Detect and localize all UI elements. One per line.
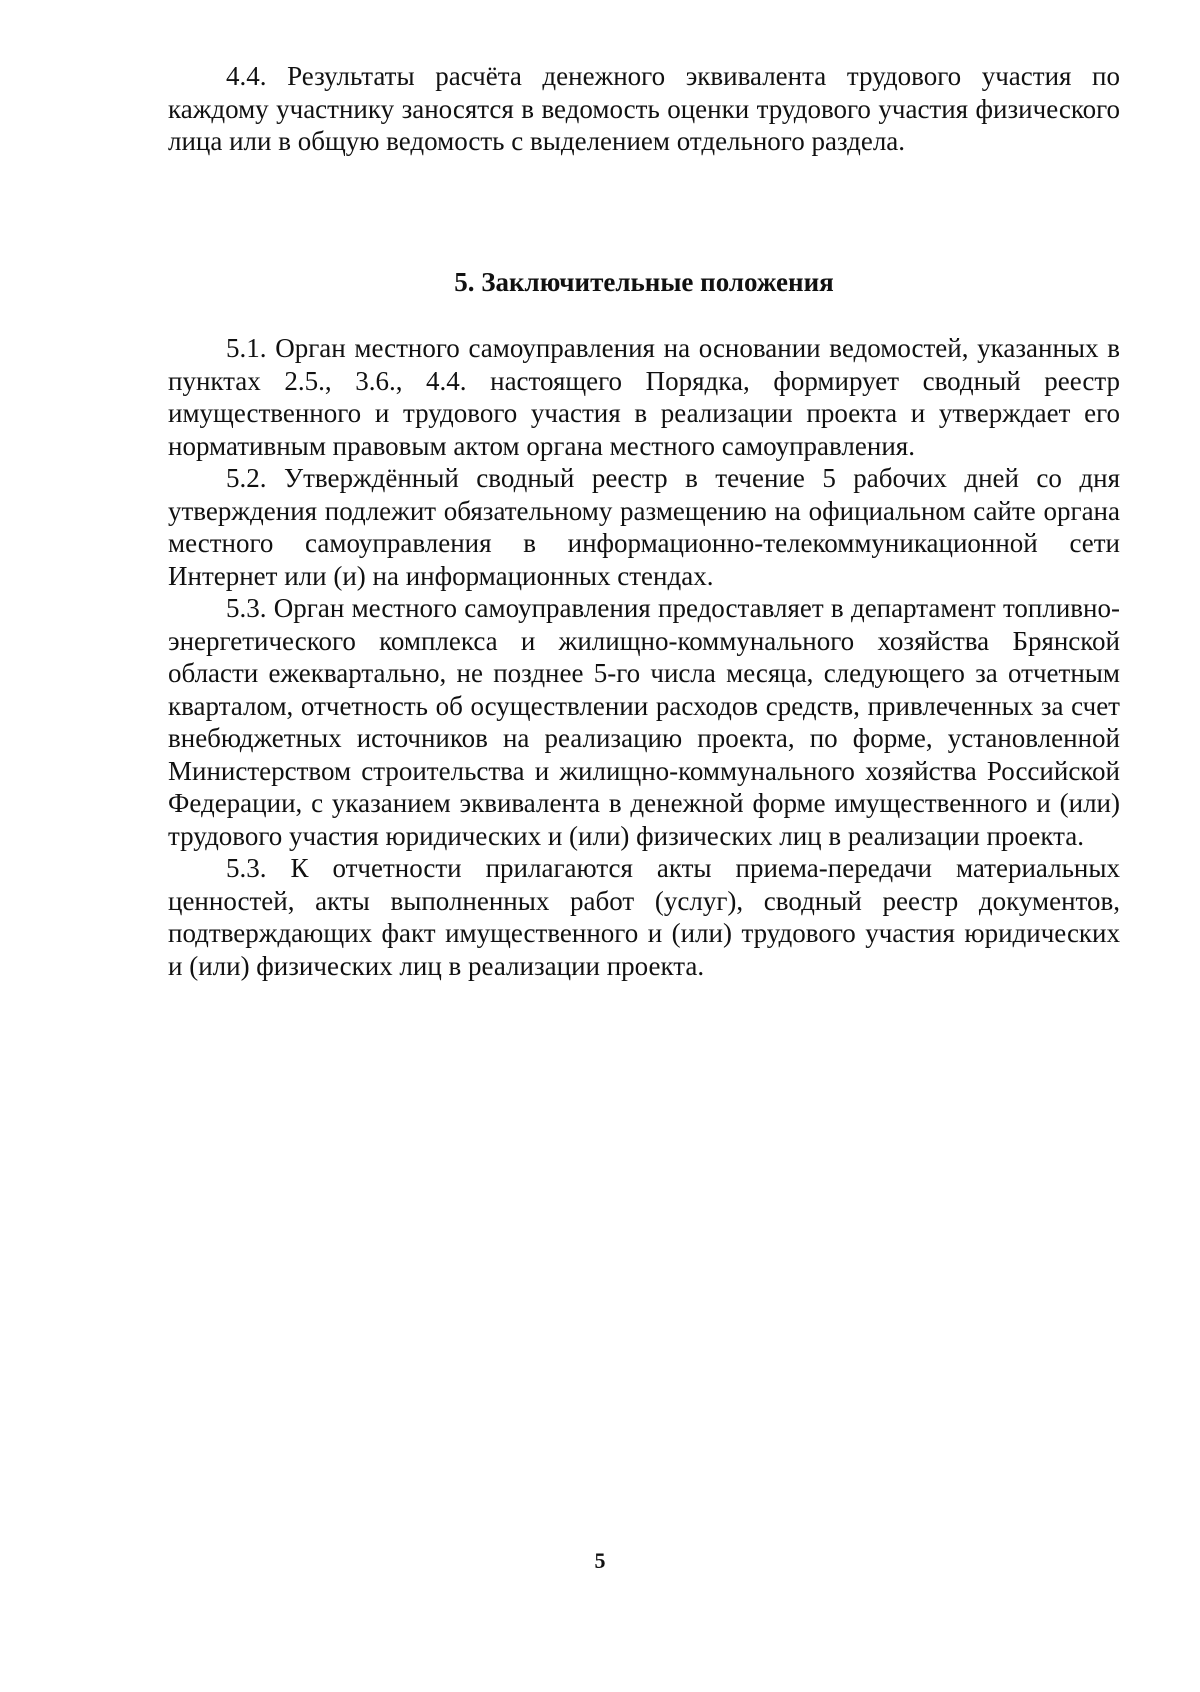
page-number: 5 [594,1548,606,1573]
document-page [168,60,1120,982]
paragraph-5-1: 5.1. Орган местного самоуправления на основании ведомостей, указанных в пунктах 2.5., 3.6., 4.4. настоящего Порядка, формирует сводный реестр имущественного и трудового участия в реализации проекта и утверждает его нормативным правовым актом органа местного самоуправления. [168,333,1120,461]
paragraph-5-2: 5.2. Утверждённый сводный реестр в течение 5 рабочих дней со дня утверждения подлежит обязательному размещению на официальном сайте органа местного самоуправления в информационно-телекоммуникационной сети Интернет или (и) на информационных стендах. [168,463,1120,591]
paragraph-5-3: 5.3. Орган местного самоуправления предоставляет в департамент топливно-энергетического комплекса и жилищно-коммунального хозяйства Брянской области ежеквартально, не позднее 5-го числа месяца, следующего за отчетным кварталом, отчетность об осуществлении расходов средств, привлеченных за счет внебюджетных источников на реализацию проекта, по форме, установленной Министерством строительства и жилищно-коммунального хозяйства Российской Федерации, с указанием эквивалента в денежной форме имущественного и (или) трудового участия юридических и (или) физических лиц в реализации проекта. [168,593,1120,851]
section-title: 5. Заключительные положения [454,266,834,297]
paragraph-4-4: 4.4. Результаты расчёта денежного эквивалента трудового участия по каждому участнику заносятся в ведомость оценки трудового участия физического лица или в общую ведомость с выделением отдельного раздела. [168,61,1120,156]
paragraph-5-3-second: 5.3. К отчетности прилагаются акты приема-передачи материальных ценностей, акты выполненных работ (услуг), сводный реестр документов, подтверждающих факт имущественного и (или) трудового участия юридических и (или) физических лиц в реализации проекта. [168,853,1120,981]
